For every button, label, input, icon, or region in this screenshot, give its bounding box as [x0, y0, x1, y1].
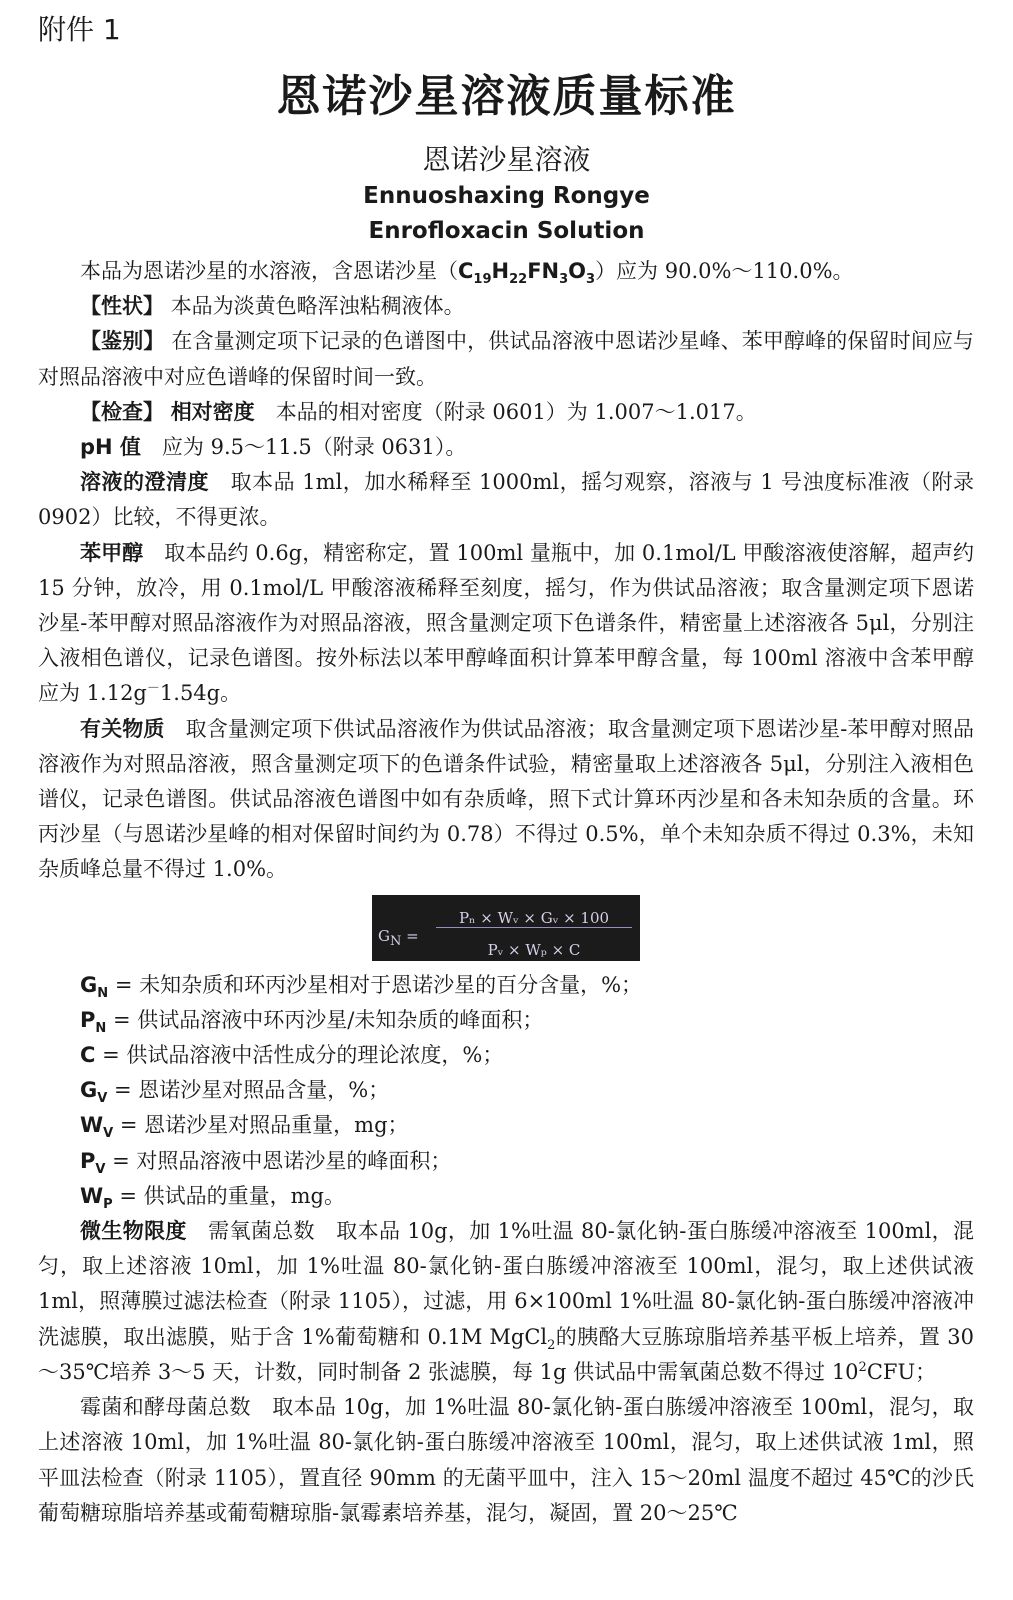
formula-equals: = — [401, 926, 419, 945]
definition-text: = 恩诺沙星对照品含量，%； — [107, 1078, 390, 1103]
formula-n-sub: 3 — [559, 272, 569, 288]
related-substances-paragraph — [38, 712, 974, 888]
density-paragraph — [38, 395, 974, 430]
definition-text: = 对照品溶液中恩诺沙星的峰面积； — [105, 1148, 452, 1173]
formula-lhs — [378, 919, 419, 954]
definition-item — [38, 1144, 974, 1179]
benzyl-alcohol-text: 取本品约 0.6g，精密称定，置 100ml 量瓶中，加 0.1mol/L 甲酸溶液使溶解，超声约 15 分钟，放冷，用 0.1mol/L 甲酸溶液稀释至刻度，摇匀，作为供试品溶液；取含量测定项下恩诺沙星-苯甲醇对照品溶液作为对照品溶液，照含量测定项下色谱条件，精密量上述溶液各 5μl，分别注入液相色谱仪，记录色谱图。按外标法以苯甲醇峰面积计算苯甲醇含量，每 100ml 溶液中含苯甲醇应为 1.12g — [38, 540, 975, 706]
definition-item — [38, 1108, 974, 1143]
definition-text: = 供试品溶液中活性成分的理论浓度，%； — [95, 1043, 504, 1068]
definition-item — [38, 1073, 974, 1108]
identification-paragraph — [38, 324, 974, 394]
clarity-label: 溶液的澄清度 — [80, 470, 210, 495]
annex-label: 附件 1 — [38, 13, 121, 46]
ph-paragraph — [38, 430, 974, 465]
formula-fraction-bar — [436, 927, 632, 928]
aerobic-count-paragraph — [38, 1214, 974, 1390]
ph-label: pH 值 — [80, 435, 141, 460]
properties-text: 本品为淡黄色略浑浊粘稠液体。 — [170, 294, 465, 319]
formula-o-sub: 3 — [586, 272, 596, 288]
variable-definitions — [38, 968, 974, 1214]
definition-text: = 供试品溶液中环丙沙星/未知杂质的峰面积； — [106, 1007, 544, 1032]
mold-yeast-text: 取本品 10g，加 1%吐温 80-氯化钠-蛋白胨缓冲溶液至 100ml，混匀，取上述溶液 10ml，加 1%吐温 80-氯化钠-蛋白胨缓冲溶液至 100ml，混匀，取上述供试液 1ml，照平皿法检查（附录 1105），置直径 90mm 的无菌平皿中，注入 15～20ml 温度不超过 45℃的沙氏葡萄糖琼脂培养基或葡萄糖琼脂-氯霉素培养基，混匀，凝固，置 20～25℃ — [38, 1395, 975, 1525]
formula-o: O — [568, 259, 587, 283]
formula-lhs-sub: N — [389, 933, 402, 949]
definition-subscript: N — [95, 1021, 107, 1037]
document-body — [38, 254, 974, 1531]
impurity-formula-image — [372, 895, 640, 961]
properties-paragraph — [38, 289, 974, 324]
properties-label: 【性状】 — [80, 294, 164, 319]
formula-h-sub: 22 — [509, 272, 528, 288]
intro-paragraph — [38, 254, 974, 289]
intro-text: 本品为恩诺沙星的水溶液，含恩诺沙星（ — [80, 259, 458, 283]
definition-text: = 未知杂质和环丙沙星相对于恩诺沙星的百分含量，%； — [108, 972, 643, 997]
formula-numerator: Pₙ × Wᵥ × Gᵥ × 100 — [458, 908, 610, 927]
molecular-formula — [458, 259, 596, 288]
formula-container — [38, 888, 974, 968]
aerobic-count-text-end: CFU； — [866, 1359, 937, 1384]
formula-c-sub: 19 — [473, 272, 492, 288]
ph-text: 应为 9.5～11.5（附录 0631）。 — [161, 435, 467, 460]
product-name-pinyin: Ennuoshaxing Rongye — [363, 183, 650, 209]
formula-lhs-symbol: G — [378, 926, 390, 945]
aerobic-count-text: 取本品 10g，加 1%吐温 80-氯化钠-蛋白胨缓冲溶液至 100ml，混匀，取上述溶液 10ml，加 1%吐温 80-氯化钠-蛋白胨缓冲溶液至 100ml，混匀，取上述供试液 1ml，照薄膜过滤法检查（附录 1105），过滤，用 6×100ml 1%吐温 80-氯化钠-蛋白胨缓冲溶液冲洗滤膜，取出滤膜，贴于含 1%葡萄糖和 0.1M MgCl — [38, 1219, 975, 1349]
microbial-limit-label: 微生物限度 — [80, 1219, 187, 1244]
clarity-paragraph — [38, 465, 974, 535]
definition-symbol: W — [80, 1183, 104, 1208]
benzyl-range-dash: － — [146, 681, 160, 697]
definition-text: = 供试品的重量，mg。 — [112, 1183, 346, 1208]
density-label: 相对密度 — [170, 399, 255, 424]
definition-symbol: G — [80, 972, 98, 997]
document-title: 恩诺沙星溶液质量标准 — [276, 71, 737, 122]
definition-item — [38, 1038, 974, 1073]
product-name-cn: 恩诺沙星溶液 — [422, 143, 591, 176]
definition-symbol: C — [80, 1043, 96, 1068]
aerobic-count-text-cont: 的胰酪大豆胨琼脂培养基平板上培养，置 30～35℃培养 3～5 天，计数，同时制备 2 张滤膜，每 1g 供试品中需氧菌总数不得过 10 — [38, 1324, 974, 1384]
definition-symbol: P — [80, 1007, 96, 1032]
benzyl-alcohol-paragraph — [38, 536, 974, 712]
cfu-exponent: 2 — [858, 1359, 867, 1375]
definition-subscript: V — [97, 1091, 108, 1107]
mold-yeast-label: 霉菌和酵母菌总数 — [80, 1395, 251, 1420]
definition-symbol: P — [80, 1148, 96, 1173]
aerobic-count-label: 需氧菌总数 — [208, 1219, 315, 1244]
definition-item — [38, 968, 974, 1003]
mgcl2-subscript: 2 — [547, 1337, 556, 1353]
intro-text-end: ）应为 90.0%～110.0%。 — [595, 259, 854, 283]
inspection-label: 【检查】 — [80, 399, 164, 424]
formula-c: C — [458, 259, 474, 283]
definition-subscript: N — [97, 985, 109, 1001]
definition-item — [38, 1179, 974, 1214]
definition-symbol: W — [80, 1113, 104, 1138]
benzyl-alcohol-label: 苯甲醇 — [80, 540, 144, 565]
definition-symbol: G — [80, 1078, 98, 1103]
clarity-text: 取本品 1ml，加水稀释至 1000ml，摇匀观察，溶液与 1 号浊度标准液（附录 0902）比较，不得更浓。 — [38, 470, 975, 530]
formula-h: H — [491, 259, 510, 283]
formula-denominator: Pᵥ × Wₚ × C — [487, 940, 581, 959]
identification-label: 【鉴别】 — [80, 329, 165, 354]
identification-text: 在含量测定项下记录的色谱图中，供试品溶液中恩诺沙星峰、苯甲醇峰的保留时间应与对照品溶液中对应色谱峰的保留时间一致。 — [38, 329, 975, 389]
definition-item — [38, 1003, 974, 1038]
related-substances-text: 取含量测定项下供试品溶液作为供试品溶液；取含量测定项下恩诺沙星-苯甲醇对照品溶液作为对照品溶液，照含量测定项下的色谱条件试验，精密量取上述溶液各 5μl，分别注入液相色谱仪，记录色谱图。供试品溶液色谱图中如有杂质峰，照下式计算环丙沙星和各未知杂质的含量。环丙沙星（与恩诺沙星峰的相对保留时间约为 0.78）不得过 0.5%，单个未知杂质不得过 0.3%，未知杂质峰总量不得过 1.0%。 — [38, 716, 975, 882]
definition-subscript: P — [103, 1197, 113, 1213]
definition-text: = 恩诺沙星对照品重量，mg； — [113, 1113, 409, 1138]
definition-subscript: V — [95, 1161, 106, 1177]
definition-subscript: V — [103, 1126, 114, 1142]
product-name-en: Enrofloxacin Solution — [368, 218, 645, 244]
related-substances-label: 有关物质 — [80, 716, 165, 741]
formula-fn: FN — [527, 259, 560, 283]
benzyl-alcohol-text-end: 1.54g。 — [159, 681, 242, 706]
mold-yeast-paragraph — [38, 1390, 974, 1531]
density-text: 本品的相对密度（附录 0601）为 1.007～1.017。 — [275, 399, 757, 424]
